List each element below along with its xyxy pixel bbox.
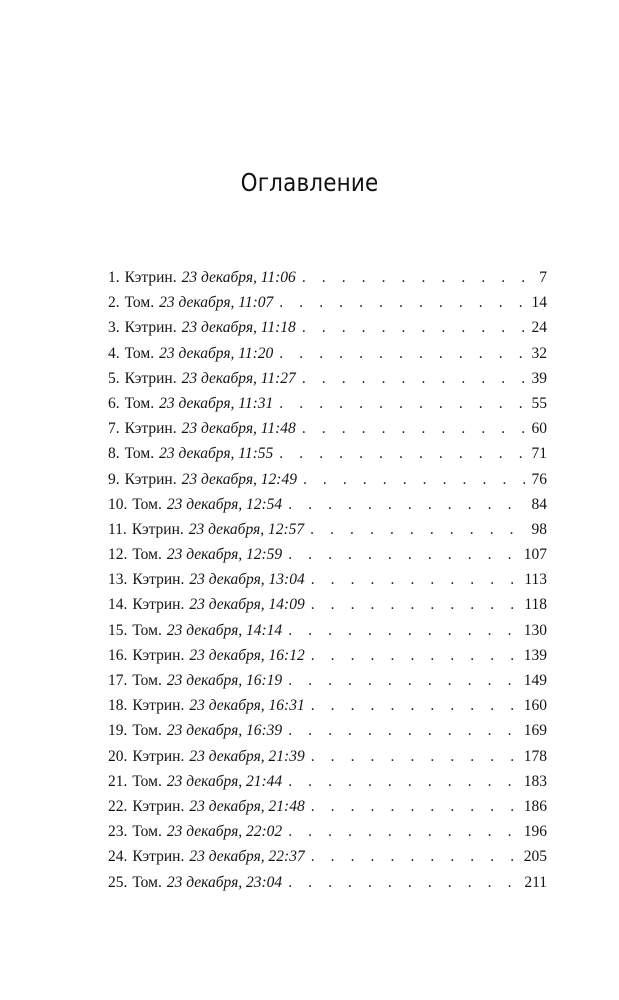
toc-entry[interactable] [108,668,547,693]
toc-entry-date: 23 декабря, 16:12 [189,646,305,664]
toc-entry-narrator: Кэтрин. [131,520,184,538]
table-of-contents [108,265,547,895]
toc-entry-page: 139 [523,646,547,664]
toc-entry-number: 12. [108,546,128,564]
toc-entry-number: 8. [108,445,120,463]
toc-entry-date: 23 декабря, 11:55 [159,445,274,463]
toc-entry[interactable] [108,517,547,542]
toc-entry-narrator: Кэтрин. [132,848,185,866]
toc-entry-narrator: Том. [132,672,162,689]
toc-entry-date: 23 декабря, 23:04 [166,873,283,891]
toc-dot-leader [311,844,520,869]
toc-entry-narrator: Том. [132,873,162,891]
toc-dot-leader [302,265,535,290]
toc-entry-date: 23 декабря, 11:18 [181,319,296,337]
toc-entry-date: 23 декабря, 21:39 [189,747,305,765]
toc-entry-narrator: Том. [132,823,162,841]
toc-dot-leader [288,492,527,517]
toc-entry-narrator: Том. [124,445,155,463]
toc-entry-page: 60 [531,420,547,438]
toc-entry-number: 17. [108,672,128,689]
toc-entry-narrator: Том. [132,722,162,740]
toc-entry[interactable] [108,643,547,668]
toc-entry-date: 23 декабря, 12:49 [181,470,297,488]
toc-entry-narrator: Кэтрин. [124,269,177,286]
toc-dot-leader [311,794,520,819]
toc-entry-date: 23 декабря, 16:19 [166,672,283,689]
toc-entry[interactable] [108,819,547,844]
toc-entry-page: 186 [523,797,547,815]
toc-entry-page: 196 [523,823,547,841]
toc-dot-leader [288,618,520,643]
toc-entry[interactable] [108,870,547,895]
toc-entry-page: 98 [531,520,547,538]
toc-entry[interactable] [108,416,547,441]
toc-dot-leader [303,467,528,492]
toc-entry-number: 5. [108,369,120,387]
toc-entry[interactable] [108,769,547,794]
toc-entry-date: 23 декабря, 11:06 [181,269,296,286]
toc-entry[interactable] [108,492,547,517]
toc-entry-date: 23 декабря, 11:20 [159,344,274,362]
toc-entry-number: 25. [108,873,128,891]
toc-entry-number: 6. [108,394,120,412]
toc-entry-date: 23 декабря, 22:37 [189,848,305,866]
toc-entry-page: 55 [531,394,547,412]
toc-entry-date: 23 декабря, 14:14 [166,621,283,639]
toc-entry[interactable] [108,542,547,567]
toc-entry-page: 183 [523,772,547,790]
toc-dot-leader [279,290,527,315]
toc-dot-leader [302,366,528,391]
toc-entry-page: 107 [523,546,547,564]
toc-entry-number: 1. [108,269,120,286]
toc-entry-number: 15. [108,621,128,639]
toc-entry-number: 24. [108,848,128,866]
toc-entry-date: 23 декабря, 11:31 [159,394,274,412]
toc-entry-date: 23 декабря, 11:48 [181,420,296,438]
toc-dot-leader [288,668,520,693]
toc-entry-narrator: Кэтрин. [124,470,177,488]
toc-dot-leader [279,391,527,416]
toc-dot-leader [279,341,527,366]
toc-entry[interactable] [108,265,547,290]
toc-dot-leader [311,592,521,617]
toc-dot-leader [279,441,527,466]
toc-entry[interactable] [108,618,547,643]
toc-entry-narrator: Кэтрин. [132,596,185,614]
toc-entry-number: 7. [108,420,120,438]
toc-entry[interactable] [108,794,547,819]
toc-entry-date: 23 декабря, 12:54 [166,495,283,513]
toc-entry-number: 14. [108,596,128,614]
toc-entry-number: 11. [108,520,127,538]
toc-entry[interactable] [108,315,547,340]
toc-entry-narrator: Том. [124,344,155,362]
toc-entry-narrator: Кэтрин. [132,797,185,815]
toc-entry-page: 84 [531,495,547,513]
toc-entry-date: 23 декабря, 16:31 [189,697,305,715]
toc-entry-narrator: Кэтрин. [132,571,185,589]
toc-entry-number: 19. [108,722,128,740]
toc-entry-narrator: Том. [132,772,162,790]
toc-entry-number: 22. [108,797,128,815]
toc-dot-leader [288,819,520,844]
toc-dot-leader [302,315,528,340]
toc-entry-date: 23 декабря, 21:48 [189,797,305,815]
toc-dot-leader [311,693,520,718]
toc-entry-page: 118 [524,596,547,614]
toc-dot-leader [302,416,528,441]
toc-dot-leader [288,769,520,794]
toc-entry-narrator: Кэтрин. [132,747,185,765]
toc-dot-leader [288,542,520,567]
toc-entry-number: 16. [108,646,128,664]
toc-entry-narrator: Том. [132,621,162,639]
toc-entry-page: 160 [523,697,547,715]
toc-entry-number: 4. [108,344,120,362]
toc-entry[interactable] [108,366,547,391]
toc-entry[interactable] [108,718,547,743]
toc-entry-narrator: Кэтрин. [124,369,177,387]
toc-entry-page: 169 [523,722,547,740]
toc-entry-number: 9. [108,470,120,488]
toc-entry-number: 13. [108,571,128,589]
toc-entry-page: 24 [531,319,547,337]
toc-entry-page: 71 [531,445,547,463]
toc-entry-narrator: Кэтрин. [132,697,185,715]
toc-entry-page: 76 [531,470,547,488]
toc-entry[interactable] [108,592,547,617]
toc-entry-date: 23 декабря, 11:27 [181,369,296,387]
page-title: Оглавление [240,168,379,197]
toc-entry-date: 23 декабря, 13:04 [189,571,305,589]
toc-entry-number: 20. [108,747,128,765]
toc-entry-date: 23 декабря, 12:59 [166,546,283,564]
toc-entry[interactable] [108,341,547,366]
toc-entry-number: 18. [108,697,128,715]
toc-entry-page: 205 [523,848,547,866]
toc-entry-page: 211 [524,873,547,891]
toc-entry-page: 7 [539,269,547,286]
toc-entry-page: 14 [531,294,547,312]
toc-entry-date: 23 декабря, 12:57 [188,520,305,538]
toc-entry[interactable] [108,744,547,769]
toc-dot-leader [310,517,527,542]
toc-entry-page: 32 [531,344,547,362]
toc-entry[interactable] [108,844,547,869]
toc-entry[interactable] [108,391,547,416]
toc-dot-leader [311,744,520,769]
toc-dot-leader [311,567,521,592]
toc-entry-date: 23 декабря, 16:39 [166,722,283,740]
toc-entry-narrator: Том. [124,294,155,312]
toc-entry-date: 23 декабря, 22:02 [166,823,283,841]
toc-entry-number: 3. [108,319,120,337]
toc-dot-leader [311,643,520,668]
toc-entry-narrator: Кэтрин. [124,420,177,438]
toc-entry-narrator: Том. [124,394,155,412]
toc-entry-narrator: Кэтрин. [132,646,185,664]
toc-entry-narrator: Том. [132,495,162,513]
toc-entry-page: 178 [523,747,547,765]
toc-entry-number: 23. [108,823,128,841]
toc-dot-leader [288,718,520,743]
toc-entry-date: 23 декабря, 21:44 [166,772,283,790]
toc-entry-number: 21. [108,772,128,790]
toc-entry[interactable] [108,693,547,718]
toc-entry-page: 130 [523,621,547,639]
toc-entry-date: 23 декабря, 14:09 [189,596,305,614]
toc-entry[interactable] [108,290,547,315]
toc-entry-number: 2. [108,294,120,312]
toc-dot-leader [288,870,520,895]
toc-entry-page: 39 [531,369,547,387]
toc-entry-page: 113 [524,571,547,589]
toc-entry-page: 149 [523,672,547,689]
toc-entry-date: 23 декабря, 11:07 [159,294,274,312]
toc-entry[interactable] [108,441,547,466]
toc-entry[interactable] [108,567,547,592]
toc-entry-narrator: Том. [132,546,162,564]
toc-entry-narrator: Кэтрин. [124,319,177,337]
toc-entry-number: 10. [108,495,128,513]
toc-entry[interactable] [108,467,547,492]
